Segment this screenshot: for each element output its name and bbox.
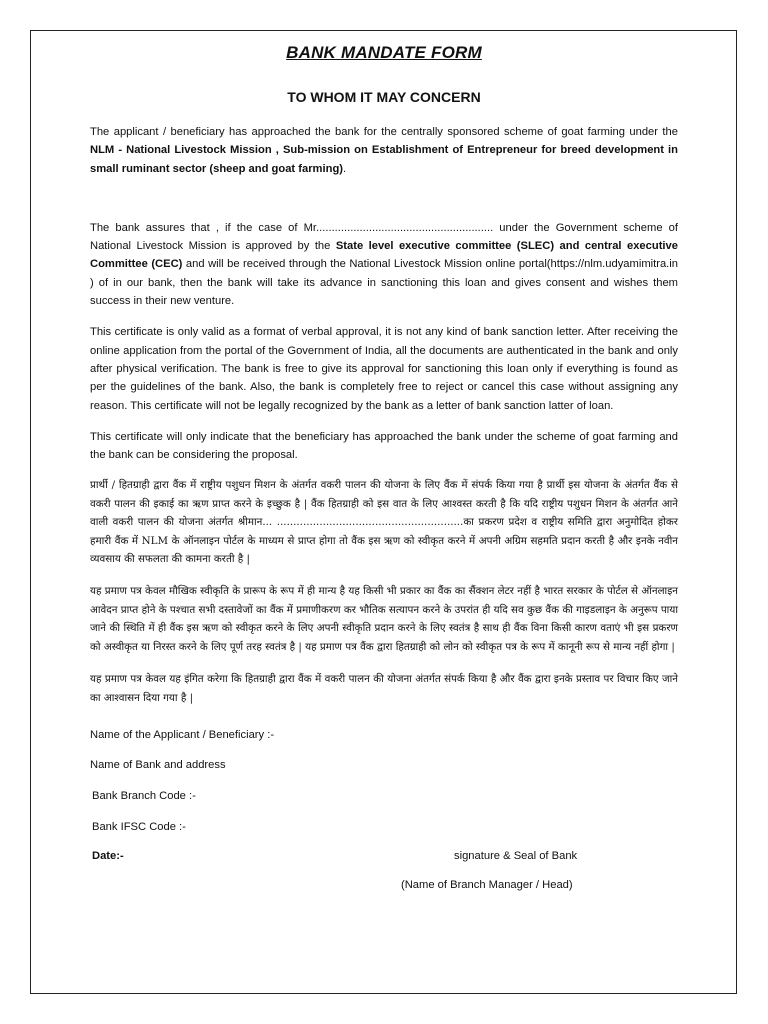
paragraph-indication: This certificate will only indicate that the beneficiary has approached the bank under the scheme of goat farming and the bank can be considering the proposal. xyxy=(90,430,678,462)
paragraph-assurance-text-1: The bank assures that , if the case of Mr......................................................... under the Government scheme of National Livestock Mission is approved by the xyxy=(90,221,678,253)
document-body xyxy=(90,40,678,891)
bank-name-field: Name of Bank and address xyxy=(90,758,226,771)
paragraph-applicant-text: The applicant / beneficiary has approached the bank for the centrally sponsored scheme of goat farming under the xyxy=(90,126,678,138)
paragraph-assurance xyxy=(90,219,678,310)
paragraph-assurance-bold: State level executive committee (SLEC) and central executive Committee (CEC) xyxy=(90,240,678,271)
ifsc-code-field: Bank IFSC Code :- xyxy=(92,820,186,833)
hindi-paragraph-applicant: प्रार्थी / हितग्राही द्वारा वैंक में राष्ट्रीय पशुधन मिशन के अंतर्गत वकरी पालन की योजना के लिए वैंक में संपर्क किया गया है प्रार्थी इस योजना के अंतर्गत वैंक से वकरी पालन की इकाई का ऋण प्राप्त करने के इच्छुक है | वैंक हितग्राही को इस वात के लिए आश्वस्त करती है कि यदि राष्ट्रीय पशुधन मिशन के अंतर्गत आने वाली वकरी पालन की योजना अंतर्गत श्रीमान... .........................................................का प्रकरण प्रदेश व राष्ट्रीय समिति द्वारा अनुमोदित होकर हमारी वैंक में NLM के ऑनलाइन पोर्टल के माध्यम से प्राप्त होगा तो वैंक इस ऋण को स्वीकृत करने में अपनी अग्रिम सहमति प्रदान करती है और इनके नवीन व्यवसाय की सफलता की कामना करती है | xyxy=(90,479,678,566)
branch-code-field: Bank Branch Code :- xyxy=(92,789,196,802)
branch-manager-label: (Name of Branch Manager / Head) xyxy=(401,878,573,891)
paragraph-applicant-end: . xyxy=(343,162,347,175)
paragraph-applicant-bold: NLM - National Livestock Mission , Sub-mission on Establishment of Entrepreneur for breed development in small ruminant sector (sheep and goat farming) xyxy=(90,144,678,175)
applicant-name-field: Name of the Applicant / Beneficiary :- xyxy=(90,728,275,741)
paragraph-validity: This certificate is only valid as a format of verbal approval, it is not any kind of bank sanction letter. After receiving the online application from the portal of the Government of India, all the documents are authenticated in the bank and only after physical verification. The bank is free to give its approval for sanctioning this loan only if everything is found as per the guidelines of the bank. Also, the bank is completely free to reject or cancel this case without assigning any reason. This certificate will not be legally recognized by the bank as a letter of bank sanction latter of loan. xyxy=(90,326,678,412)
signature-seal-label: signature & Seal of Bank xyxy=(454,849,578,862)
form-title: BANK MANDATE FORM xyxy=(286,43,482,62)
date-field: Date:- xyxy=(92,849,124,862)
paragraph-applicant xyxy=(90,123,678,178)
hindi-paragraph-validity: यह प्रमाण पत्र केवल मौखिक स्वीकृति के प्रारूप के रूप में ही मान्य है यह किसी भी प्रकार का वैंक का सैंक्शन लेटर नहीं है भारत सरकार के पोर्टल से ऑनलाइन आवेदन प्राप्त होने के पश्चात सभी दस्तावेजों का वैंक में प्रमाणीकरण कर भौतिक सत्यापन करने के उपरांत ही यदि सव कुछ वैंक की गाइडलाइन के अनुरूप पाया जाने की स्थिति में ही वैंक इस ऋण को स्वीकृत करने के लिए अपनी स्वीकृति प्रदान करने के लिए स्वतंत्र है साथ ही वैंक विना किसी कारण वताएं भी इस प्रकरण को अस्वीकृत या निरस्त करने के लिए पूर्ण तरह स्वतंत्र है | यह प्रमाण पत्र वैंक द्वारा हितग्राही को लोन को स्वीकृत पत्र के रूप में कानूनी रूप से मान्य नहीं होगा | xyxy=(90,585,678,653)
form-subtitle: TO WHOM IT MAY CONCERN xyxy=(287,89,481,105)
paragraph-assurance-text-2: and will be received through the National Livestock Mission online portal(https://nlm.udyamimitra.in ) of in our bank, then the bank will take its advance in sanctioning this loan and gives consent and wishes them success in their new venture. xyxy=(90,258,678,308)
signature-row xyxy=(90,849,678,891)
hindi-paragraph-indication: यह प्रमाण पत्र केवल यह इंगित करेगा कि हितग्राही द्वारा वैंक में वकरी पालन की योजना अंतर्गत संपर्क किया है और वैंक द्वारा इनके प्रस्ताव पर विचार किए जाने का आश्वासन दिया गया है | xyxy=(90,673,678,704)
